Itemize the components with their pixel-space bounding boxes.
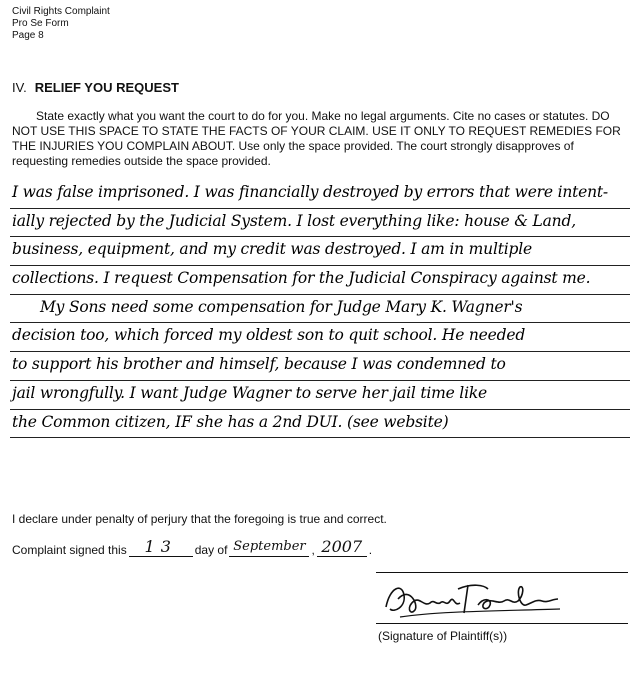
signed-day-of: day of xyxy=(194,543,228,557)
relief-line: business, equipment, and my credit was destroyed. I am in multiple xyxy=(10,237,630,266)
signed-prefix: Complaint signed this xyxy=(12,543,127,557)
relief-line: ially rejected by the Judicial System. I lost everything like: house & Land, xyxy=(10,209,630,238)
relief-handwritten-text xyxy=(10,180,630,438)
signature-scribble-icon xyxy=(380,577,580,621)
signed-date-row xyxy=(12,538,372,557)
relief-line: collections. I request Compensation for the Judicial Conspiracy against me. xyxy=(10,266,630,295)
signed-month-field: September xyxy=(229,538,309,557)
relief-line: the Common citizen, IF she has a 2nd DUI. (see website) xyxy=(10,410,630,439)
header-subtitle: Pro Se Form xyxy=(12,18,69,29)
section-heading xyxy=(12,80,179,95)
header-page-number: Page 8 xyxy=(12,30,44,41)
relief-line: I was false imprisoned. I was financially destroyed by errors that were intent- xyxy=(10,180,630,209)
instructions xyxy=(12,109,632,169)
relief-line: decision too, which forced my oldest son to quit school. He needed xyxy=(10,323,630,352)
signature-label: (Signature of Plaintiff(s)) xyxy=(378,629,508,643)
signed-year-field: 2007 xyxy=(317,538,367,557)
signed-separator: , xyxy=(311,543,315,557)
header-title: Civil Rights Complaint xyxy=(12,6,110,17)
relief-line: jail wrongfully. I want Judge Wagner to serve her jail time like xyxy=(10,381,630,410)
perjury-declaration: I declare under penalty of perjury that the foregoing is true and correct. xyxy=(12,512,387,526)
signed-day-field: 13 xyxy=(129,538,193,557)
signature-block xyxy=(376,572,628,643)
section-number: IV. xyxy=(12,80,27,95)
relief-line: to support his brother and himself, because I was condemned to xyxy=(10,352,630,381)
instructions-text: State exactly what you want the court to do for you. Make no legal arguments. Cite no cases or statutes. DO NOT USE THIS SPACE TO STATE THE FACTS OF YOUR CLAIM. USE IT ONLY TO REQUEST REMEDIES FOR THE INJURIES YOU COMPLAIN ABOUT. Use only the space provided. The court strongly disapproves of requesting remedies outside the space provided. xyxy=(12,109,621,168)
form-header xyxy=(12,6,110,42)
section-title: RELIEF YOU REQUEST xyxy=(34,80,179,95)
relief-line: My Sons need some compensation for Judge Mary K. Wagner's xyxy=(10,295,630,324)
signed-end: . xyxy=(368,543,373,557)
plaintiff-signature xyxy=(376,573,628,624)
